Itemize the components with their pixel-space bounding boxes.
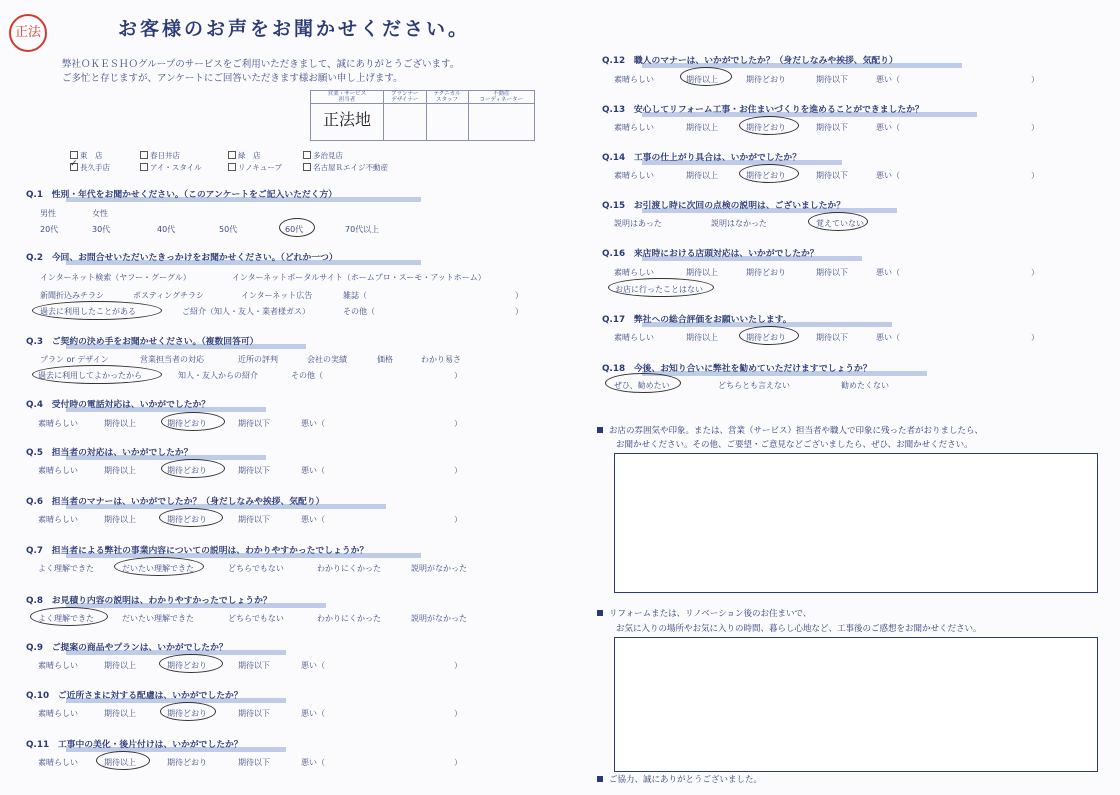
q13-above[interactable]: 期待以上: [686, 123, 718, 132]
staff-sales-name[interactable]: 正法地: [311, 104, 384, 141]
intro-line-2: ご多忙と存じますが、アンケートにご回答いただきます様お願い申し上げます。: [62, 73, 403, 84]
q9-below[interactable]: 期待以下: [238, 661, 270, 670]
q14-excellent[interactable]: 素晴らしい: [614, 171, 654, 180]
q16-above[interactable]: 期待以上: [686, 268, 718, 277]
q4-bad[interactable]: 悪い（: [301, 419, 325, 428]
q10-title: Q.10 ご近所さまに対する配慮は、いかがでしたか？: [26, 688, 243, 701]
page-title: お客様のお声をお聞かせください。: [118, 18, 471, 40]
answer-circle: [161, 459, 225, 478]
q5-above[interactable]: 期待以上: [104, 466, 136, 475]
q8-no-explanation[interactable]: 説明がなかった: [411, 614, 467, 623]
shop-renocube[interactable]: リノキューブ: [228, 162, 282, 173]
q11-as-expected[interactable]: 期待どおり: [167, 758, 207, 767]
q14-bad-close: ）: [1031, 171, 1039, 180]
checkbox[interactable]: [70, 151, 78, 159]
answer-circle: [739, 326, 799, 345]
staff-header-realestate: 不動産 コーディネーター: [468, 91, 534, 104]
q6-excellent[interactable]: 素晴らしい: [38, 515, 78, 524]
checkbox-checked[interactable]: [70, 163, 78, 171]
q13-bad-close: ）: [1031, 123, 1039, 132]
q8-neutral[interactable]: どちらでもない: [228, 614, 284, 623]
answer-circle: [808, 212, 868, 231]
shop-kasugai[interactable]: 春日井店: [140, 150, 180, 161]
q2-posting[interactable]: ポスティングチラシ: [133, 291, 205, 300]
q4-bad-close: ）: [454, 419, 462, 428]
answer-circle: [279, 218, 315, 237]
q5-title: Q.5 担当者の対応は、いかがでしたか？: [26, 445, 193, 458]
q16-bad-close: ）: [1031, 268, 1039, 277]
answer-circle: [739, 116, 799, 135]
q9-bad-close: ）: [454, 661, 462, 670]
q7-neutral[interactable]: どちらでもない: [228, 564, 284, 573]
answer-circle: [96, 751, 150, 770]
q12-title: Q.12 職人のマナーは、いかがでしたか？（身だしなみや挨拶、気配り）: [602, 53, 898, 66]
q15-not-explained[interactable]: 説明はなかった: [711, 219, 767, 228]
q3-price[interactable]: 価格: [377, 355, 393, 364]
q14-bad[interactable]: 悪い（: [876, 171, 900, 180]
q1-60s[interactable]: 60代: [285, 225, 304, 234]
q8-hard[interactable]: わかりにくかった: [317, 614, 381, 623]
q3-clarity[interactable]: わかり易さ: [421, 355, 461, 364]
q4-excellent[interactable]: 素晴らしい: [38, 419, 78, 428]
square-bullet-icon: [597, 776, 603, 782]
q2-other[interactable]: その他（: [343, 307, 375, 316]
checkbox[interactable]: [140, 151, 148, 159]
q8-mostly-understood[interactable]: だいたい理解できた: [122, 614, 194, 623]
q8-understood-well[interactable]: よく理解できた: [38, 614, 94, 623]
q11-bad[interactable]: 悪い（: [301, 758, 325, 767]
staff-header-sales: 営業・サービス 担当者: [311, 91, 384, 104]
q9-bad[interactable]: 悪い（: [301, 661, 325, 670]
q17-bad[interactable]: 悪い（: [876, 333, 900, 342]
q16-excellent[interactable]: 素晴らしい: [614, 268, 654, 277]
q3-friend-referral[interactable]: 知人・友人からの紹介: [178, 371, 258, 380]
q2-past-use[interactable]: 過去に利用したことがある: [40, 307, 136, 316]
q12-below[interactable]: 期待以下: [816, 75, 848, 84]
q6-above[interactable]: 期待以上: [104, 515, 136, 524]
checkbox[interactable]: [228, 163, 236, 171]
q14-title: Q.14 工事の仕上がり具合は、いかがでしたか？: [602, 150, 801, 163]
q4-as-expected[interactable]: 期待どおり: [167, 419, 207, 428]
q13-below[interactable]: 期待以下: [816, 123, 848, 132]
shop-midori[interactable]: 緑 店: [228, 150, 261, 161]
square-bullet-icon: [597, 427, 603, 433]
q18-not-recommend[interactable]: 勧めたくない: [841, 381, 889, 390]
q2-web-ad[interactable]: インターネット広告: [241, 291, 313, 300]
q3-title: Q.3 ご契約の決め手をお聞かせください。（複数回答可）: [26, 334, 258, 347]
comment2-label-line1: リフォームまたは、リノベーション後のお住まいで、: [597, 607, 811, 619]
q5-bad-close: ）: [454, 466, 462, 475]
q10-as-expected[interactable]: 期待どおり: [167, 709, 207, 718]
q4-above[interactable]: 期待以上: [104, 419, 136, 428]
q11-excellent[interactable]: 素晴らしい: [38, 758, 78, 767]
q11-below[interactable]: 期待以下: [238, 758, 270, 767]
q16-as-expected[interactable]: 期待どおり: [746, 268, 786, 277]
q9-as-expected[interactable]: 期待どおり: [167, 661, 207, 670]
q2-magazine[interactable]: 雑誌（: [343, 291, 367, 300]
q1-female[interactable]: 女性: [92, 209, 108, 218]
q2-referral[interactable]: ご紹介（知人・友人・業者様ガス）: [182, 307, 310, 316]
q3-past-good[interactable]: 過去に利用してよかったから: [38, 371, 142, 380]
q10-bad-close: ）: [454, 709, 462, 718]
q16-bad[interactable]: 悪い（: [876, 268, 900, 277]
q3-reputation[interactable]: 近所の評判: [238, 355, 278, 364]
intro-line-1: 弊社ＯＫＥＳＨＯグループのサービスをご利用いただきまして、誠にありがとうございます。: [62, 59, 460, 70]
q1-40s[interactable]: 40代: [157, 225, 176, 234]
q12-as-expected[interactable]: 期待どおり: [746, 75, 786, 84]
checkbox[interactable]: [303, 163, 311, 171]
q18-recommend[interactable]: ぜひ、勧めたい: [614, 381, 670, 390]
q7-no-explanation[interactable]: 説明がなかった: [411, 564, 467, 573]
q9-excellent[interactable]: 素晴らしい: [38, 661, 78, 670]
q5-bad[interactable]: 悪い（: [301, 466, 325, 475]
q7-hard[interactable]: わかりにくかった: [317, 564, 381, 573]
staff-tech-name[interactable]: [426, 104, 468, 141]
q13-title: Q.13 安心してリフォーム工事・お住まいづくりを進めることができましたか？: [602, 102, 924, 115]
answer-circle: [30, 607, 108, 626]
shop-nagoya-rage[interactable]: 名古屋Ｒエイジ不動産: [303, 162, 388, 173]
q5-excellent[interactable]: 素晴らしい: [38, 466, 78, 475]
answer-circle: [739, 164, 799, 183]
q7-title: Q.7 担当者による弊社の事業内容についての説明は、わかりやすかったでしょうか？: [26, 543, 368, 556]
q1-50s[interactable]: 50代: [219, 225, 238, 234]
q12-bad[interactable]: 悪い（: [876, 75, 900, 84]
q13-as-expected[interactable]: 期待どおり: [746, 123, 786, 132]
q9-above[interactable]: 期待以上: [104, 661, 136, 670]
answer-circle: [605, 373, 681, 393]
q10-bad[interactable]: 悪い（: [301, 709, 325, 718]
staff-header-tech: テクニカル スタッフ: [426, 91, 468, 104]
q10-below[interactable]: 期待以下: [238, 709, 270, 718]
q6-title: Q.6 担当者のマナーは、いかがでしたか？（身だしなみや挨拶、気配り）: [26, 494, 324, 507]
checkbox[interactable]: [303, 151, 311, 159]
q9-title: Q.9 ご提案の商品やプランは、いかがでしたか？: [26, 640, 228, 653]
q12-above[interactable]: 期待以上: [686, 75, 718, 84]
q7-mostly-understood[interactable]: だいたい理解できた: [122, 564, 194, 573]
answer-circle: [159, 654, 223, 673]
q6-below[interactable]: 期待以下: [238, 515, 270, 524]
q4-title: Q.4 受付時の電話対応は、いかがでしたか？: [26, 397, 210, 410]
q3-track-record[interactable]: 会社の実績: [307, 355, 347, 364]
q17-bad-close: ）: [1031, 333, 1039, 342]
comment2-label-line2: お気に入りの場所やお気に入りの時間、暮らし心地など、工事後のご感想をお聞かせください。: [616, 624, 982, 634]
answer-circle: [608, 278, 714, 297]
q3-other[interactable]: その他（: [291, 371, 323, 380]
q17-as-expected[interactable]: 期待どおり: [746, 333, 786, 342]
answer-circle: [161, 412, 225, 431]
square-bullet-icon: [597, 610, 603, 616]
q16-title: Q.16 来店時における店頭対応は、いかがでしたか？: [602, 246, 819, 259]
q5-as-expected[interactable]: 期待どおり: [167, 466, 207, 475]
q3-plan-design[interactable]: プラン or デザイン: [40, 355, 109, 364]
q14-above[interactable]: 期待以上: [686, 171, 718, 180]
answer-circle: [32, 301, 162, 320]
q3-sales-rep[interactable]: 営業担当者の対応: [140, 355, 204, 364]
q17-above[interactable]: 期待以上: [686, 333, 718, 342]
q2-title: Q.2 今回、お問合せいただいたきっかけをお聞かせください。（どれか一つ）: [26, 250, 338, 263]
q6-as-expected[interactable]: 期待どおり: [167, 515, 207, 524]
q3-other-close: ）: [454, 371, 462, 380]
q11-bad-close: ）: [454, 758, 462, 767]
q13-excellent[interactable]: 素晴らしい: [614, 123, 654, 132]
q2-portal[interactable]: インターネットポータルサイト（ホームプロ・スーモ・アットホーム）: [232, 273, 486, 282]
q11-title: Q.11 工事中の美化・後片付けは、いかがでしたか？: [26, 737, 243, 750]
q13-bad[interactable]: 悪い（: [876, 123, 900, 132]
answer-circle: [114, 557, 204, 576]
checkbox[interactable]: [228, 151, 236, 159]
shop-tajimi[interactable]: 多治見店: [303, 150, 343, 161]
answer-circle: [159, 508, 223, 527]
comment2-textarea[interactable]: [614, 637, 1098, 772]
answer-circle: [680, 67, 732, 86]
q1-title: Q.1 性別・年代をお聞かせください。（このアンケートをご記入いただく方）: [26, 187, 337, 200]
q1-70s[interactable]: 70代以上: [345, 225, 380, 234]
q16-never-visited[interactable]: お店に行ったことはない: [615, 285, 703, 294]
staff-realestate-name[interactable]: [468, 104, 534, 141]
q17-excellent[interactable]: 素晴らしい: [614, 333, 654, 342]
q11-above[interactable]: 期待以上: [104, 758, 136, 767]
q17-title: Q.17 弊社への総合評価をお願いいたします。: [602, 312, 792, 325]
staff-table: [310, 90, 535, 141]
q2-search[interactable]: インターネット検索（ヤフー・グーグル）: [40, 273, 191, 282]
q18-neutral[interactable]: どちらとも言えない: [718, 381, 790, 390]
q18-title: Q.18 今後、お知り合いに弊社を勧めていただけますでしょうか？: [602, 361, 872, 374]
q6-bad-close: ）: [454, 515, 462, 524]
staff-header-planner: プランナー デザイナー: [384, 91, 427, 104]
shop-istyle[interactable]: アイ・スタイル: [140, 162, 202, 173]
q17-below[interactable]: 期待以下: [816, 333, 848, 342]
checkbox[interactable]: [140, 163, 148, 171]
q1-20s[interactable]: 20代: [40, 225, 59, 234]
q16-below[interactable]: 期待以下: [816, 268, 848, 277]
answer-circle: [160, 702, 216, 721]
q15-explained[interactable]: 説明はあった: [614, 219, 662, 228]
q2-newspaper[interactable]: 新聞折込みチラシ: [40, 291, 104, 300]
q5-below[interactable]: 期待以下: [238, 466, 270, 475]
shop-higashi[interactable]: 東 店: [70, 150, 103, 161]
comment1-label-line1: お店の雰囲気や印象。または、営業（サービス）担当者や職人で印象に残った者がおりましたら、: [597, 424, 983, 436]
comment1-textarea[interactable]: [614, 453, 1098, 593]
q1-30s[interactable]: 30代: [92, 225, 111, 234]
q12-excellent[interactable]: 素晴らしい: [614, 75, 654, 84]
q7-understood-well[interactable]: よく理解できた: [38, 564, 94, 573]
q10-above[interactable]: 期待以上: [104, 709, 136, 718]
shop-nagakute[interactable]: ✓長久手店: [70, 162, 110, 173]
q6-bad[interactable]: 悪い（: [301, 515, 325, 524]
q2-magazine-close: ）: [515, 291, 523, 300]
q8-title: Q.8 お見積り内容の説明は、わかりやすかったでしょうか？: [26, 593, 272, 606]
staff-planner-name[interactable]: [384, 104, 427, 141]
q15-title: Q.15 お引渡し時に次回の点検の説明は、ございましたか？: [602, 198, 845, 211]
q15-dont-remember[interactable]: 覚えていない: [816, 219, 864, 228]
q4-below[interactable]: 期待以下: [238, 419, 270, 428]
q2-other-close: ）: [515, 307, 523, 316]
answer-circle: [32, 365, 162, 384]
q1-male[interactable]: 男性: [40, 209, 56, 218]
seal-stamp: 正法: [9, 14, 47, 52]
q14-as-expected[interactable]: 期待どおり: [746, 171, 786, 180]
q12-bad-close: ）: [1031, 75, 1039, 84]
q10-excellent[interactable]: 素晴らしい: [38, 709, 78, 718]
q14-below[interactable]: 期待以下: [816, 171, 848, 180]
thanks-message: ご協力、誠にありがとうございました。: [597, 773, 762, 785]
comment1-label-line2: お聞かせください。その他、ご要望・ご意見などございましたら、ぜひ、お聞かせください。: [616, 440, 973, 450]
